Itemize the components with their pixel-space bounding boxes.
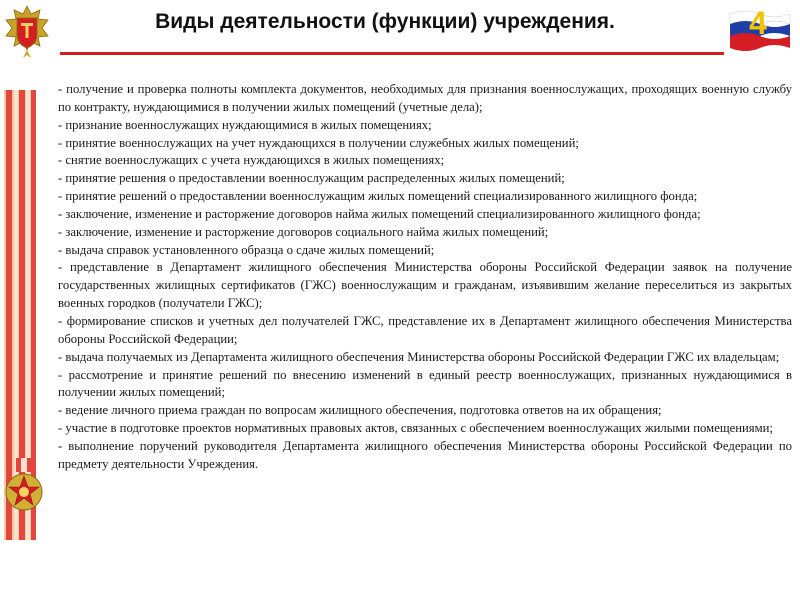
list-item: - выполнение поручений руководителя Департамента жилищного обеспечения Министерства обороны Российской Федерации по предмету деятельности Учреждения. xyxy=(58,438,792,471)
list-item: - выдача справок установленного образца о сдаче жилых помещений; xyxy=(58,242,435,257)
emblem-icon xyxy=(4,4,50,60)
list-item: - представление в Департамент жилищного обеспечения Министерства обороны Российской Федерации заявок на получение государственных жилищных сертификатов (ГЖС) военнослужащим и гражданам, изъявившим желание переселиться из закрытых военных городков (получатели ГЖС); xyxy=(58,260,792,311)
list-item: - получение и проверка полноты комплекта документов, необходимых для признания военнослужащих, проходящих военную службу по контракту, нуждающимися в получении жилых помещений (учетные дела); xyxy=(58,82,792,114)
list-item: - принятие военнослужащих на учет нуждающихся в получении служебных жилых помещений; xyxy=(58,135,579,150)
slide-number: 4 xyxy=(749,5,767,41)
order-icon xyxy=(2,458,46,518)
list-item: - участие в подготовке проектов нормативных правовых актов, связанных с обеспечением военнослужащих жилыми помещениями; xyxy=(58,421,773,436)
title-divider xyxy=(60,52,724,55)
list-item: - принятие решения о предоставлении военнослужащим распределенных жилых помещений; xyxy=(58,171,565,186)
list-item: - формирование списков и учетных дел получателей ГЖС, представление их в Департамент жилищного обеспечения Министерства обороны Российской Федерации; xyxy=(58,313,792,346)
list-item: - признание военнослужащих нуждающимися в жилых помещениях; xyxy=(58,117,432,132)
list-item: - ведение личного приема граждан по вопросам жилищного обеспечения, подготовка ответов на их обращения; xyxy=(58,403,662,418)
list-item: - выдача получаемых из Департамента жилищного обеспечения Министерства обороны Российской Федерации ГЖС их владельцам; xyxy=(58,349,780,364)
list-item: - снятие военнослужащих с учета нуждающихся в жилых помещениях; xyxy=(58,153,445,168)
page-title: Виды деятельности (функции) учреждения. xyxy=(155,10,615,33)
list-item: - рассмотрение и принятие решений по внесению изменений в единый реестр военнослужащих, признанных нуждающимися в получении жилых помещений; xyxy=(58,367,792,400)
list-item: - принятие решений о предоставлении военнослужащим жилых помещений специализированного жилищного фонда; xyxy=(58,189,698,204)
list-item: - заключение, изменение и расторжение договоров найма жилых помещений специализированного жилищного фонда; xyxy=(58,206,701,221)
functions-list xyxy=(58,81,792,474)
list-item: - заключение, изменение и расторжение договоров социального найма жилых помещений; xyxy=(58,224,549,239)
